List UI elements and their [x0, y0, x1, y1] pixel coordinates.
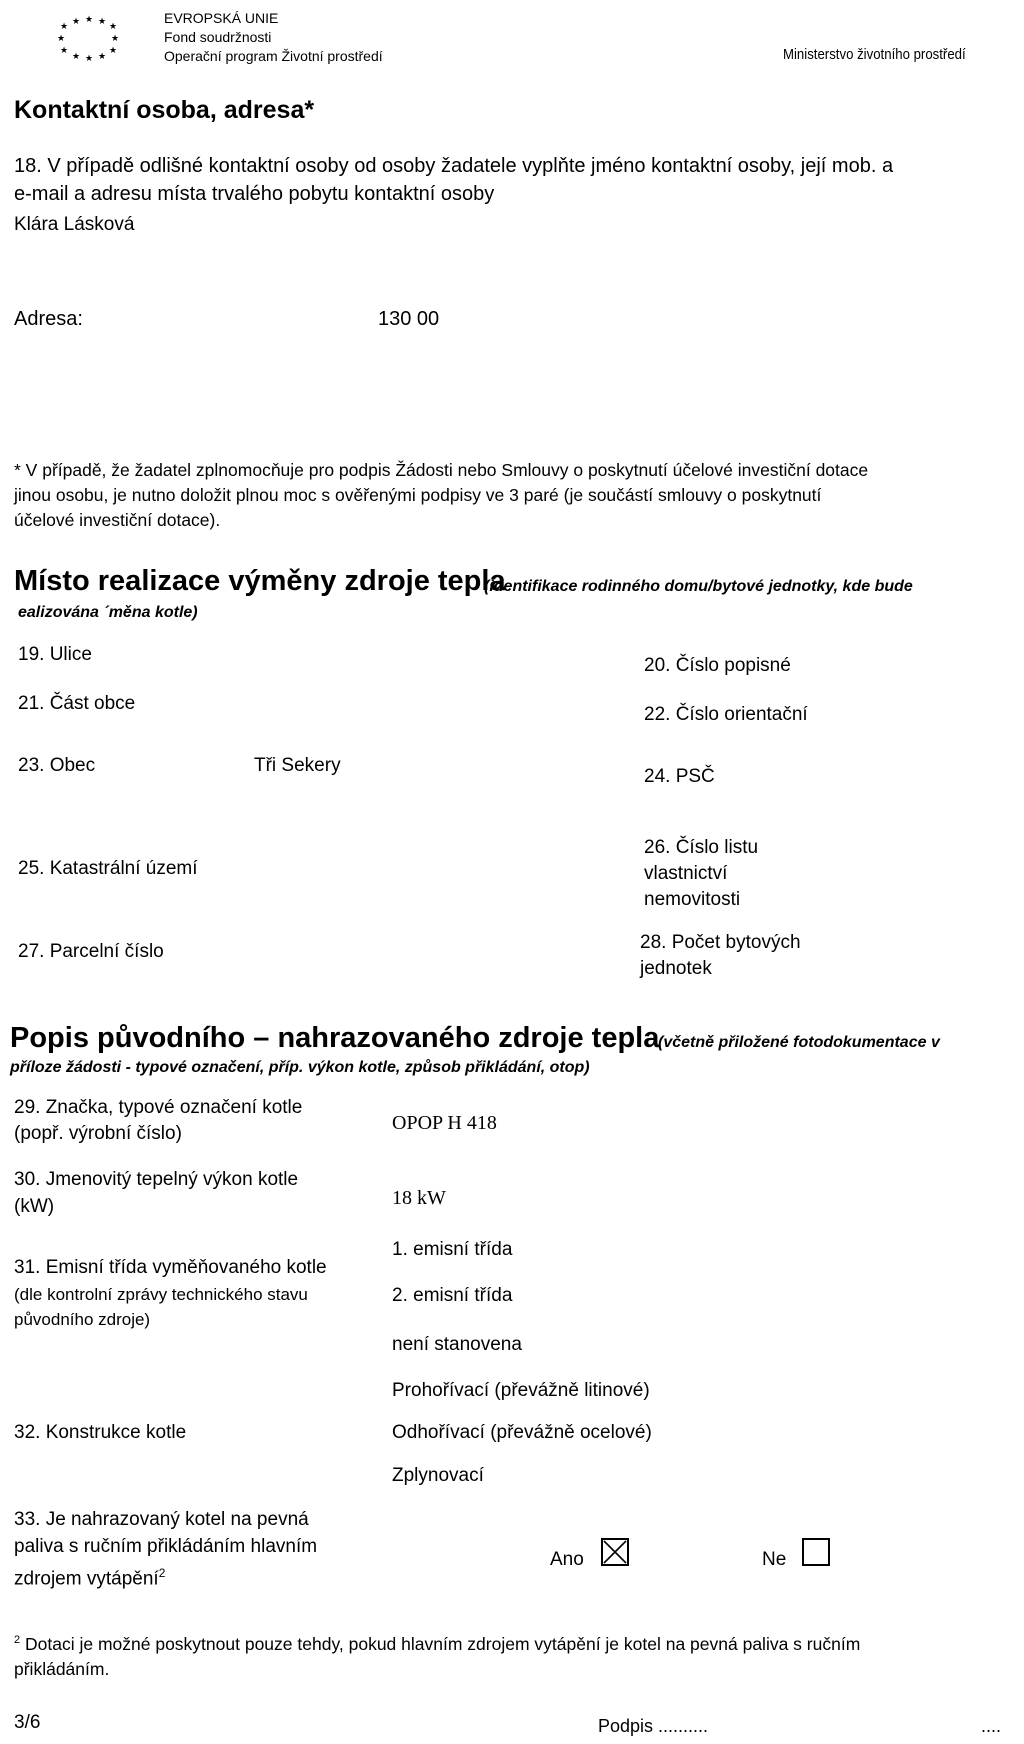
yes-checkbox[interactable] [601, 1538, 629, 1566]
field-31-line-2: (dle kontrolní zprávy technického stavu [14, 1285, 308, 1304]
source-heading: Popis původního – nahrazovaného zdroje tepla [10, 1022, 660, 1054]
location-subheading-2: ealizována ´měna kotle) [18, 604, 198, 621]
footnote-ref-2: 2 [158, 1566, 166, 1580]
field-32-construction: 32. Konstrukce kotle [14, 1422, 187, 1443]
field-21-district: 21. Část obce [18, 693, 136, 714]
signature-field: Podpis .......... [598, 1716, 709, 1736]
q18-line-2: e-mail a adresu místa trvalého pobytu kontaktní osoby [14, 183, 495, 205]
field-31-option-2: 2. emisní třída [392, 1285, 513, 1306]
field-27-parcel-number: 27. Parcelní číslo [18, 941, 164, 962]
eu-line-2: Fond soudržnosti [164, 29, 272, 45]
field-28-line-2: jednotek [640, 958, 712, 979]
field-20-house-number: 20. Číslo popisné [644, 655, 791, 676]
field-26-line-3: nemovitosti [644, 889, 741, 910]
field-33-line-2: paliva s ručním přikládáním hlavním [14, 1536, 318, 1557]
footnote-paragraph [14, 458, 1010, 533]
field-32-option-3: Zplynovací [392, 1465, 484, 1486]
field-29-value: OPOP H 418 [392, 1112, 497, 1134]
footnote-2-number: 2 [14, 1634, 21, 1647]
field-30-line-2: (kW) [14, 1196, 55, 1217]
field-31-option-1: 1. emisní třída [392, 1239, 513, 1260]
no-label: Ne [762, 1549, 787, 1570]
footnote-line-2: jinou osobu, je nutno doložit plnou moc s ověřenými podpisy ve 3 paré (je součástí smlouvy o poskytnutí [14, 485, 822, 505]
location-heading: Místo realizace výměny zdroje tepla [14, 565, 506, 597]
field-33-line-3-text: zdrojem vytápění [14, 1568, 159, 1590]
yes-label: Ano [550, 1549, 584, 1570]
field-23-municipality: 23. Obec [18, 755, 96, 776]
footnote-2-line-1 [14, 1634, 860, 1655]
field-30-line-1: 30. Jmenovitý tepelný výkon kotle [14, 1169, 299, 1190]
contact-heading: Kontaktní osoba, adresa* [14, 96, 315, 124]
page-number: 3/6 [14, 1712, 41, 1733]
source-subheading-2: příloze žádosti - typové označení, příp. výkon kotle, způsob přikládání, otop) [10, 1059, 590, 1076]
field-33-line-3 [14, 1562, 165, 1590]
location-subheading: (identifikace rodinného domu/bytové jednotky, kde bude [484, 578, 913, 595]
trailing-dots: .... [981, 1716, 1002, 1736]
field-26-line-2: vlastnictví [644, 863, 728, 884]
field-31-line-1: 31. Emisní třída vyměňovaného kotle [14, 1257, 327, 1278]
footnote-2-line-2: přikládáním. [14, 1659, 110, 1679]
field-32-option-1: Prohořívací (převážně litinové) [392, 1380, 650, 1401]
field-32-option-2: Odhořívací (převážně ocelové) [392, 1422, 652, 1443]
field-24-postcode: 24. PSČ [644, 766, 715, 787]
source-subheading: (včetně přiložené fotodokumentace v [658, 1034, 940, 1051]
field-19-street: 19. Ulice [18, 644, 92, 665]
footnote-line-3: účelové investiční dotace). [14, 510, 221, 530]
checkbox-cross-icon [603, 1540, 627, 1564]
field-22-orientation-number: 22. Číslo orientační [644, 704, 808, 725]
footnote-line-1: * V případě, že žadatel zplnomocňuje pro podpis Žádosti nebo Smlouvy o poskytnutí účelové investiční dotace [14, 460, 869, 480]
field-31-line-3: původního zdroje) [14, 1310, 151, 1329]
field-29-line-1: 29. Značka, typové označení kotle [14, 1097, 303, 1118]
field-29-line-2: (popř. výrobní číslo) [14, 1123, 182, 1144]
field-25-cadastral-area: 25. Katastrální území [18, 858, 198, 879]
no-checkbox[interactable] [802, 1538, 830, 1566]
field-30-value: 18 kW [392, 1187, 446, 1209]
ministry-name: Ministerstvo životního prostředí [783, 46, 966, 63]
eu-line-1: EVROPSKÁ UNIE [164, 10, 279, 26]
field-31-option-3: není stanovena [392, 1334, 522, 1355]
eu-line-3: Operační program Životní prostředí [164, 48, 383, 64]
contact-name: Klára Lásková [14, 214, 135, 235]
field-33-line-1: 33. Je nahrazovaný kotel na pevná [14, 1509, 309, 1530]
field-28-line-1: 28. Počet bytových [640, 932, 801, 953]
q18-line-1: 18. V případě odlišné kontaktní osoby od osoby žadatele vyplňte jméno kontaktní osoby, její mob. a [14, 155, 894, 177]
field-26-line-1: 26. Číslo listu [644, 837, 759, 858]
address-label: Adresa: [14, 308, 83, 330]
field-23-value: Tři Sekery [254, 755, 341, 776]
address-zip: 130 00 [378, 308, 440, 330]
footnote-2-text: Dotaci je možné poskytnout pouze tehdy, pokud hlavním zdrojem vytápění je kotel na pevná paliva s ručním [25, 1634, 861, 1654]
